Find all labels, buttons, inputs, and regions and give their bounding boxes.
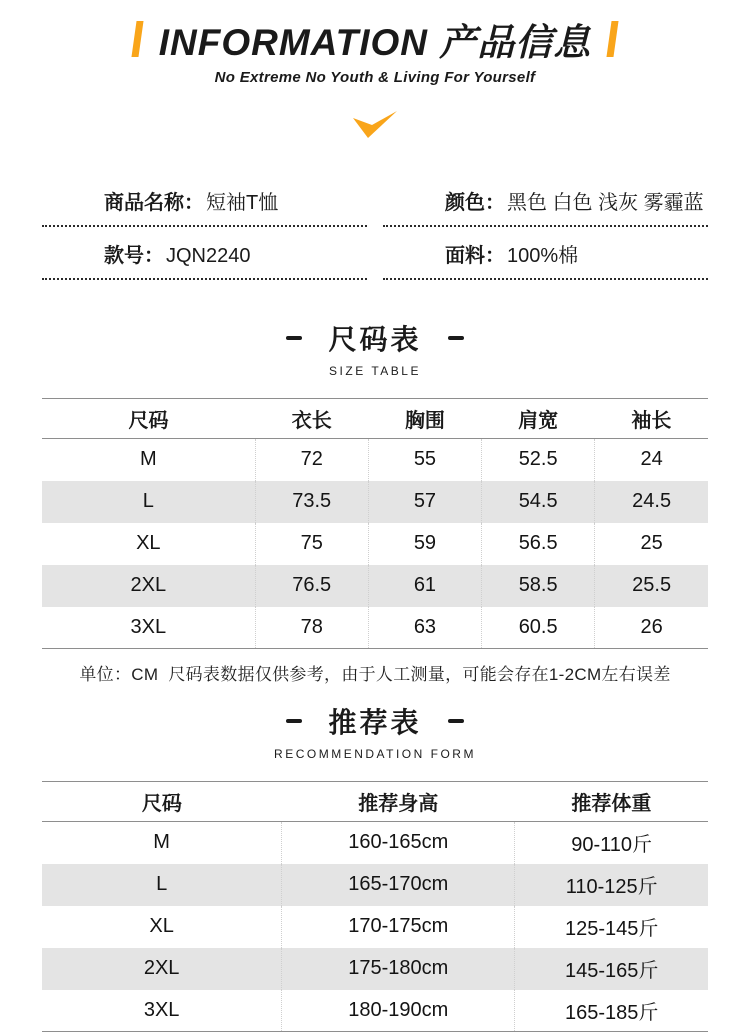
dash-right-icon xyxy=(448,336,464,340)
sleeve-cell: 25 xyxy=(595,523,708,565)
recommend-table-title: 推荐表 xyxy=(328,707,422,738)
field-value: 黑色 白色 浅灰 雾霾蓝 xyxy=(507,192,704,214)
chest-cell: 55 xyxy=(368,439,481,481)
recommend-table-subtitle: RECOMMENDATION FORM xyxy=(274,747,476,761)
header-subtitle: No Extreme No Youth & Living For Yourself xyxy=(214,69,536,86)
size-table-header-cell: 胸围 xyxy=(368,399,481,439)
recommend-section-header xyxy=(0,701,750,761)
size-cell: M xyxy=(153,831,170,854)
dash-left-icon xyxy=(286,719,302,723)
sleeve-cell: 24.5 xyxy=(595,481,708,523)
size-table-section-header xyxy=(0,318,750,378)
field-product-name xyxy=(42,174,367,227)
field-style-number xyxy=(42,227,367,280)
recommend-table-row xyxy=(42,864,708,906)
shoulder-cell: 54.5 xyxy=(482,481,595,523)
size-table-row xyxy=(42,607,708,649)
size-table-header-cell: 袖长 xyxy=(595,399,708,439)
info-header xyxy=(0,0,750,138)
recommend-header-cell: 推荐体重 xyxy=(515,782,708,822)
weight-cell: 90-110斤 xyxy=(515,822,708,864)
field-label: 颜色： xyxy=(445,192,505,214)
field-value: 短袖T恤 xyxy=(206,192,279,214)
page-title: INFORMATION 产品信息 xyxy=(158,22,592,63)
recommend-table-row xyxy=(42,822,708,864)
field-color xyxy=(383,174,708,227)
field-label: 面料： xyxy=(445,245,505,267)
size-table-title: 尺码表 xyxy=(328,324,422,355)
recommend-table-row xyxy=(42,906,708,948)
length-cell: 72 xyxy=(255,439,368,481)
size-cell: 3XL xyxy=(143,998,180,1021)
size-cell: 2XL xyxy=(143,957,180,979)
sleeve-cell: 24 xyxy=(595,439,708,481)
recommend-table xyxy=(42,781,708,1032)
field-value: 100%棉 xyxy=(507,245,579,267)
chest-cell: 57 xyxy=(368,481,481,523)
size-table xyxy=(42,398,708,649)
size-cell: L xyxy=(156,873,168,895)
weight-cell: 110-125斤 xyxy=(515,864,708,906)
dash-right-icon xyxy=(448,719,464,723)
sleeve-cell: 26 xyxy=(595,607,708,649)
size-table-header-cell: 衣长 xyxy=(255,399,368,439)
size-cell: XL xyxy=(149,915,174,937)
dash-left-icon xyxy=(286,336,302,340)
field-label: 商品名称： xyxy=(104,192,204,214)
size-table-row xyxy=(42,439,708,481)
recommend-header-cell: 推荐身高 xyxy=(282,782,515,822)
field-fabric xyxy=(383,227,708,280)
height-cell: 180-190cm xyxy=(282,990,515,1032)
chest-cell: 61 xyxy=(368,565,481,607)
weight-cell: 145-165斤 xyxy=(515,948,708,990)
height-cell: 170-175cm xyxy=(282,906,515,948)
size-table-subtitle: SIZE TABLE xyxy=(329,364,421,378)
length-cell: 78 xyxy=(255,607,368,649)
recommend-table-header-row xyxy=(42,782,708,822)
recommend-table-row xyxy=(42,948,708,990)
field-value: JQN2240 xyxy=(166,245,251,267)
size-cell: M xyxy=(139,448,157,471)
chevron-down-icon xyxy=(0,111,750,138)
chest-cell: 63 xyxy=(368,607,481,649)
height-cell: 165-170cm xyxy=(282,864,515,906)
length-cell: 76.5 xyxy=(255,565,368,607)
size-cell: 3XL xyxy=(130,615,167,638)
recommend-table-row xyxy=(42,990,708,1032)
size-table-note: 单位：CM 尺码表数据仅供参考，由于人工测量，可能会存在1-2CM左右误差 xyxy=(79,665,671,684)
size-cell: XL xyxy=(136,532,161,554)
size-cell: 2XL xyxy=(130,574,167,596)
sleeve-cell: 25.5 xyxy=(595,565,708,607)
shoulder-cell: 58.5 xyxy=(482,565,595,607)
weight-cell: 165-185斤 xyxy=(515,990,708,1032)
size-table-row xyxy=(42,523,708,565)
size-table-header-cell: 肩宽 xyxy=(482,399,595,439)
size-cell: L xyxy=(142,490,154,512)
weight-cell: 125-145斤 xyxy=(515,906,708,948)
height-cell: 160-165cm xyxy=(282,822,515,864)
accent-bar-left xyxy=(131,21,143,57)
field-label: 款号： xyxy=(104,245,164,267)
product-fields xyxy=(42,174,708,280)
accent-bar-right xyxy=(607,21,619,57)
shoulder-cell: 60.5 xyxy=(482,607,595,649)
shoulder-cell: 52.5 xyxy=(482,439,595,481)
shoulder-cell: 56.5 xyxy=(482,523,595,565)
size-table-header-row xyxy=(42,399,708,439)
chest-cell: 59 xyxy=(368,523,481,565)
length-cell: 73.5 xyxy=(255,481,368,523)
recommend-header-cell: 尺码 xyxy=(42,782,282,822)
height-cell: 175-180cm xyxy=(282,948,515,990)
size-table-header-cell: 尺码 xyxy=(42,399,255,439)
size-table-row xyxy=(42,565,708,607)
length-cell: 75 xyxy=(255,523,368,565)
size-table-row xyxy=(42,481,708,523)
